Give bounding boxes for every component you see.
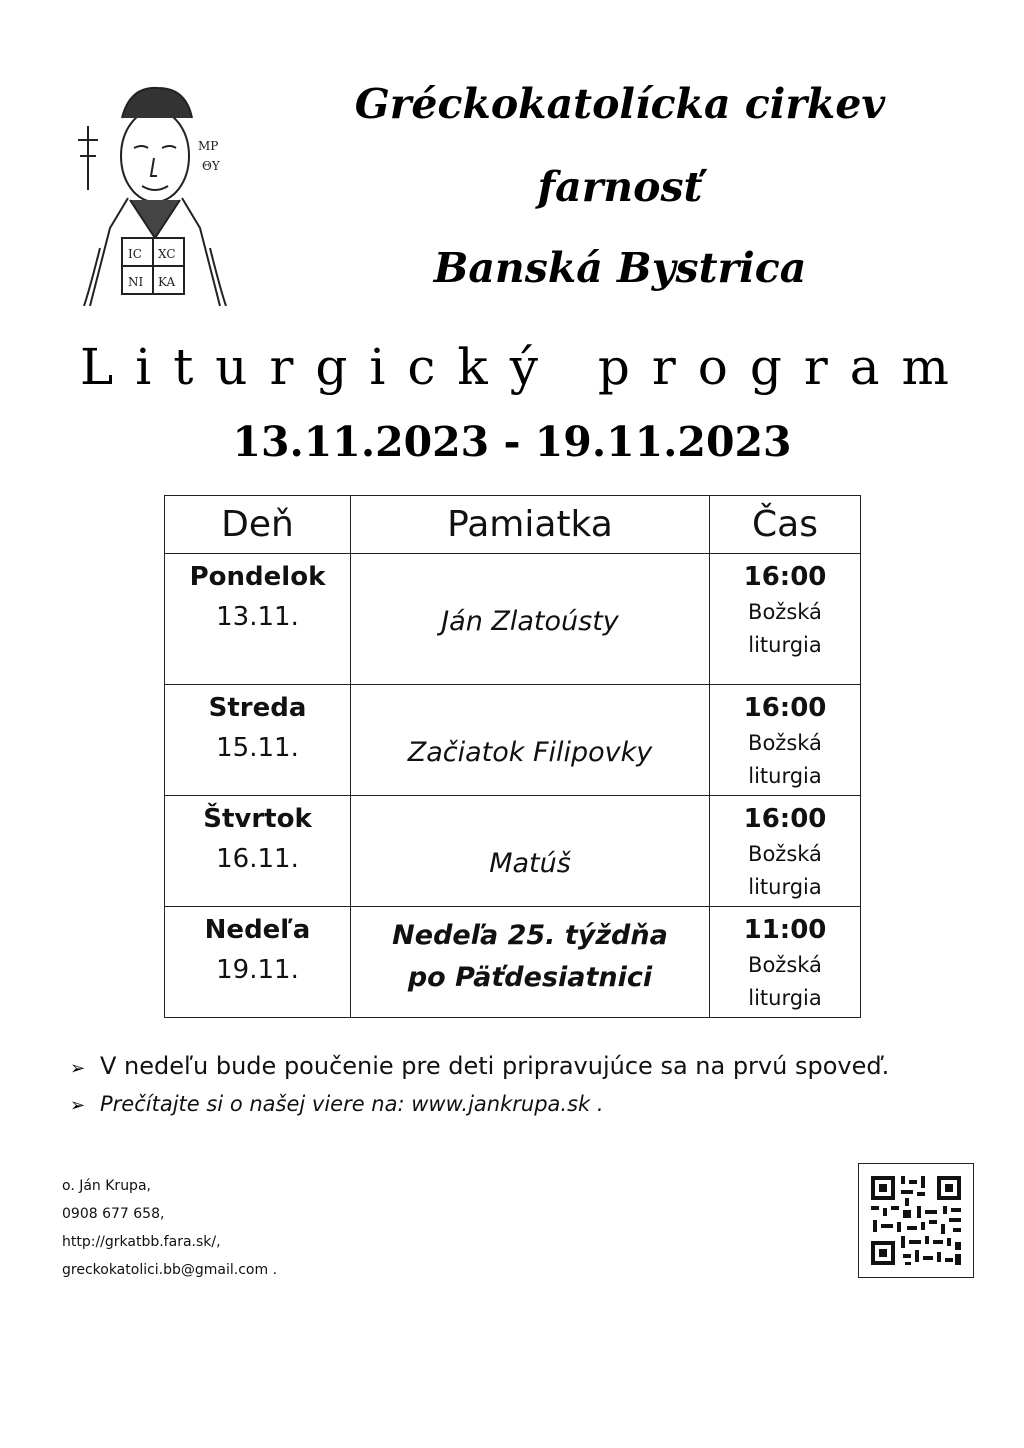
memorial-cell — [351, 554, 710, 685]
column-header-day: Deň — [165, 496, 351, 554]
page-title: Liturgický program — [80, 338, 971, 396]
day-name: Pondelok — [189, 562, 326, 592]
list-item — [70, 1052, 970, 1080]
memorial-cell — [351, 907, 710, 1018]
table-header-row — [165, 496, 861, 554]
contact-name: o. Ján Krupa, — [62, 1178, 151, 1194]
memorial-cell — [351, 796, 710, 907]
notes-list — [70, 1052, 970, 1128]
column-header-time: Čas — [710, 496, 861, 554]
arrow-bullet-icon: ➢ — [70, 1058, 86, 1079]
day-cell — [165, 796, 351, 907]
time-cell — [710, 796, 861, 907]
note-text: Prečítajte si o našej viere na: www.jankrupa.sk . — [100, 1092, 604, 1116]
svg-text:MP: MP — [198, 139, 219, 153]
day-date: 15.11. — [216, 733, 299, 763]
day-name: Nedeľa — [204, 915, 311, 945]
contact-email: greckokatolici.bb@gmail.com . — [62, 1262, 278, 1278]
note-text: V nedeľu bude poučenie pre deti pripravujúce sa na prvú spoveď. — [100, 1052, 890, 1080]
day-cell — [165, 685, 351, 796]
schedule-table — [164, 495, 861, 1018]
saint-portrait-icon — [70, 78, 240, 306]
parish-location: Banská Bystrica — [433, 244, 807, 292]
contact-phone: 0908 677 658, — [62, 1206, 165, 1222]
svg-text:NI: NI — [128, 275, 144, 289]
table-row — [165, 685, 861, 796]
service-type: Božská liturgia — [748, 842, 822, 899]
service-type: Božská liturgia — [748, 953, 822, 1010]
church-name: Gréckokatolícka cirkev — [354, 80, 886, 128]
day-cell — [165, 554, 351, 685]
memorial-cell — [351, 685, 710, 796]
table-row — [165, 554, 861, 685]
svg-text:ΘY: ΘY — [202, 159, 220, 173]
arrow-bullet-icon: ➢ — [70, 1095, 86, 1116]
service-time: 16:00 — [743, 693, 827, 723]
day-name: Streda — [208, 693, 307, 723]
day-date: 19.11. — [216, 955, 299, 985]
contact-block — [62, 1172, 277, 1284]
contact-web: http://grkatbb.fara.sk/, — [62, 1234, 221, 1250]
memorial-text: Ján Zlatoústy — [441, 606, 619, 637]
day-cell — [165, 907, 351, 1018]
day-name: Štvrtok — [203, 804, 312, 834]
list-item — [70, 1092, 970, 1116]
time-cell — [710, 554, 861, 685]
service-time: 16:00 — [743, 804, 827, 834]
time-cell — [710, 907, 861, 1018]
svg-text:IC: IC — [128, 247, 142, 261]
day-date: 13.11. — [216, 602, 299, 632]
qr-code-icon — [858, 1163, 974, 1278]
table-row — [165, 907, 861, 1018]
memorial-text: Nedeľa 25. týždňa po Päťdesiatnici — [392, 920, 668, 993]
service-time: 16:00 — [743, 562, 827, 592]
service-type: Božská liturgia — [748, 600, 822, 657]
parish-label: farnosť — [537, 163, 703, 211]
memorial-text: Matúš — [489, 848, 571, 879]
service-time: 11:00 — [743, 915, 827, 945]
date-range: 13.11.2023 - 19.11.2023 — [232, 418, 792, 466]
time-cell — [710, 685, 861, 796]
svg-text:XC: XC — [158, 247, 176, 261]
service-type: Božská liturgia — [748, 731, 822, 788]
day-date: 16.11. — [216, 844, 299, 874]
memorial-text: Začiatok Filipovky — [407, 737, 653, 768]
table-row — [165, 796, 861, 907]
column-header-memorial: Pamiatka — [351, 496, 710, 554]
svg-text:KA: KA — [158, 275, 176, 289]
